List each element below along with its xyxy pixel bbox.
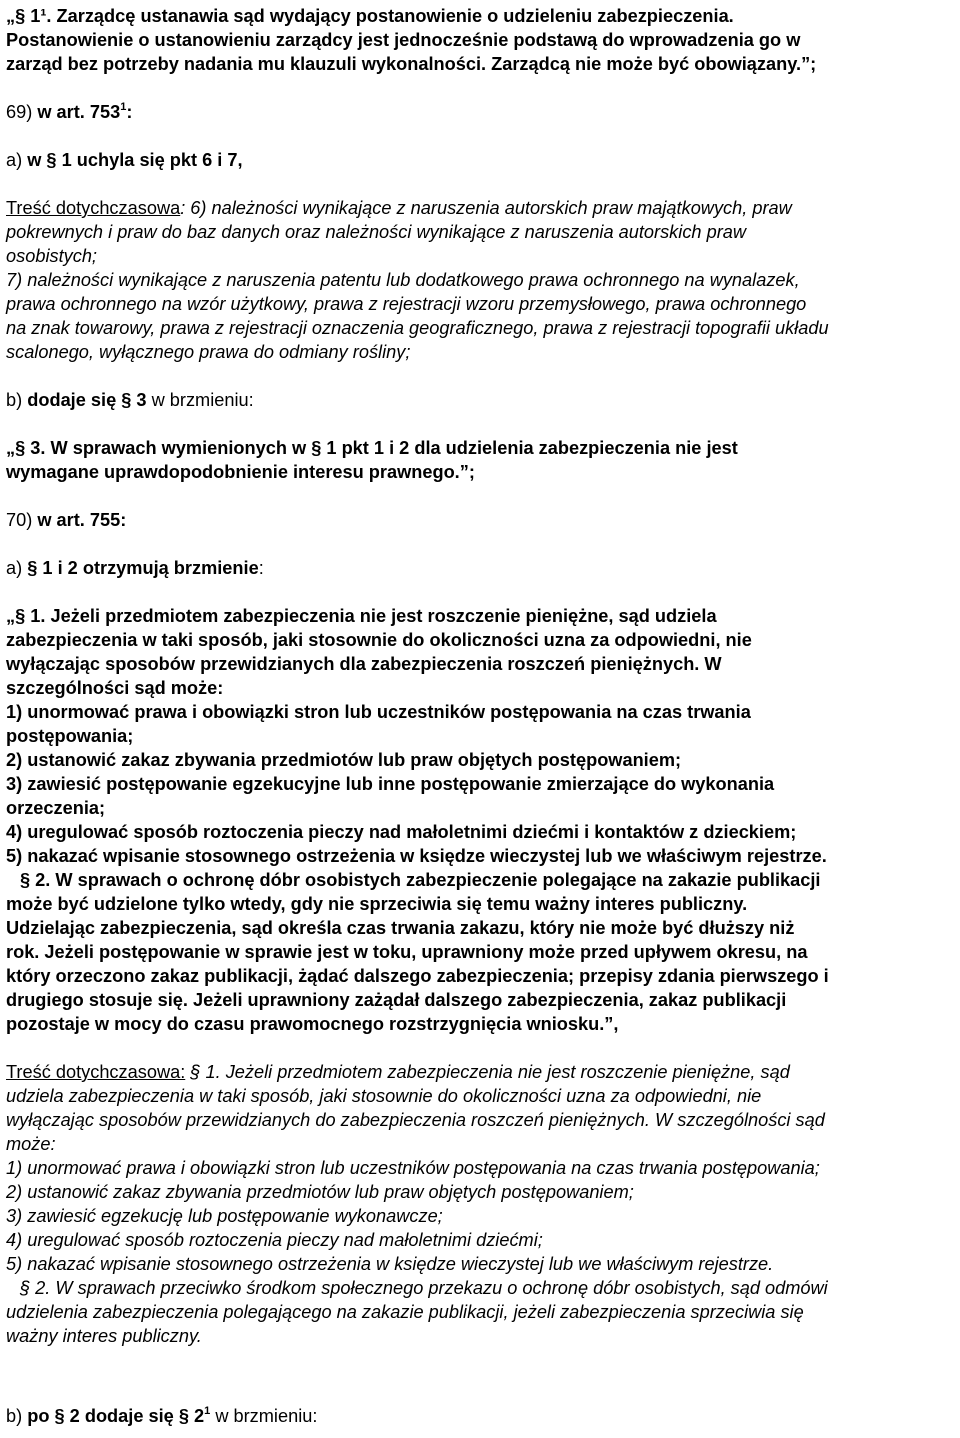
item-heading: po § 2 dodaje się § 2 <box>27 1406 205 1426</box>
previous-text-label: Treść dotychczasowa <box>6 198 181 218</box>
text-line: 5) nakazać wpisanie stosownego ostrzeżenia w księdze wieczystej lub we właściwym rejestrze. <box>6 846 827 866</box>
text-line: Udzielając zabezpieczenia, sąd określa czas trwania zakazu, który nie może być dłuższy niż <box>6 918 795 938</box>
text-line: wyłączając sposobów przewidzianych do zabezpieczenia roszczeń pieniężnych. W szczególności sąd <box>6 1110 825 1130</box>
text-line: 3) zawiesić egzekucję lub postępowanie wykonawcze; <box>6 1206 443 1226</box>
text-line: zarząd bez potrzeby nadania mu klauzuli wykonalności. Zarządcą nie może być obowiązany.”; <box>6 54 817 74</box>
text-line: osobistych; <box>6 246 97 266</box>
previous-text-label: Treść dotychczasowa: <box>6 1062 186 1082</box>
text-line: rok. Jeżeli postępowanie w sprawie jest w toku, uprawniony może przed upływem okresu, na <box>6 942 808 962</box>
superscript: 1 <box>204 1404 211 1417</box>
text-line: 4) uregulować sposób roztoczenia pieczy nad małoletnimi dziećmi; <box>6 1230 543 1250</box>
text-line: § 2. W sprawach o ochronę dóbr osobistych zabezpieczenie polegające na zakazie publikacji <box>20 870 821 890</box>
item-heading: § 1 i 2 otrzymują brzmienie <box>27 558 259 578</box>
text-line: ważny interes publiczny. <box>6 1326 202 1346</box>
paragraph-1-1 <box>6 4 956 76</box>
text-line: 1) unormować prawa i obowiązki stron lub uczestników postępowania na czas trwania <box>6 702 751 722</box>
item-69a <box>6 148 956 172</box>
item-70b <box>6 1404 956 1428</box>
text-line: „§ 1¹. Zarządcę ustanawia sąd wydający postanowienie o udzieleniu zabezpieczenia. <box>6 6 734 26</box>
item-heading: w § 1 uchyla się pkt 6 i 7, <box>27 150 243 170</box>
item-heading: w art. 755: <box>37 510 127 530</box>
text-line: : 6) należności wynikające z naruszenia autorskich praw majątkowych, praw <box>180 198 792 218</box>
item-70a <box>6 556 956 580</box>
text-line: pokrewnych i praw do baz danych oraz należności wynikające z naruszenia autorskich praw <box>6 222 747 242</box>
text-line: który orzeczono zakaz publikacji, żądać dalszego zabezpieczenia; przepisy zdania pierwszego i <box>6 966 829 986</box>
item-heading: dodaje się § 3 <box>27 390 147 410</box>
text-line: może być udzielone tylko wtedy, gdy nie sprzeciwia się temu ważny interes publiczny. <box>6 894 748 914</box>
text-line: udziela zabezpieczenia w taki sposób, jaki stosownie do okoliczności uzna za odpowiedni, nie <box>6 1086 762 1106</box>
text-line: „§ 3. W sprawach wymienionych w § 1 pkt 1 i 2 dla udzielenia zabezpieczenia nie jest <box>6 438 738 458</box>
text-line: wyłączając sposobów przewidzianych dla zabezpieczenia roszczeń pieniężnych. W <box>6 654 722 674</box>
previous-text-2 <box>6 1060 956 1348</box>
text-line: prawa ochronnego na wzór użytkowy, prawa z rejestracji wzoru przemysłowego, prawa ochronnego <box>6 294 807 314</box>
text-line: na znak towarowy, prawa z rejestracji oznaczenia geograficznego, prawa z rejestracji topografii układu <box>6 318 829 338</box>
text-line: 1) unormować prawa i obowiązki stron lub uczestników postępowania na czas trwania postępowania; <box>6 1158 820 1178</box>
paragraph-1-3 <box>6 436 956 484</box>
text-line: udzielenia zabezpieczenia polegającego na zakazie publikacji, jeżeli zabezpieczenia sprzeciwia się <box>6 1302 804 1322</box>
item-prefix: a) <box>6 558 28 578</box>
item-suffix: w brzmieniu: <box>210 1406 318 1426</box>
superscript: 1 <box>120 100 127 113</box>
text-line: 5) nakazać wpisanie stosownego ostrzeżenia w księdze wieczystej lub we właściwym rejestrze. <box>6 1254 774 1274</box>
document-page <box>6 0 956 1428</box>
item-suffix: : <box>258 558 264 578</box>
item-prefix: b) <box>6 1406 28 1426</box>
text-line: może: <box>6 1134 56 1154</box>
item-suffix: w brzmieniu: <box>146 390 254 410</box>
text-line: pozostaje w mocy do czasu prawomocnego rozstrzygnięcia wniosku.”, <box>6 1014 619 1034</box>
text-line: „§ 1. Jeżeli przedmiotem zabezpieczenia nie jest roszczenie pieniężne, sąd udziela <box>6 606 717 626</box>
item-69 <box>6 100 956 124</box>
item-prefix: b) <box>6 390 28 410</box>
item-70 <box>6 508 956 532</box>
text-line: § 1. Jeżeli przedmiotem zabezpieczenia nie jest roszczenie pieniężne, sąd <box>185 1062 790 1082</box>
text-line: 4) uregulować sposób roztoczenia pieczy nad małoletnimi dziećmi i kontaktów z dzieckiem; <box>6 822 797 842</box>
previous-text-1 <box>6 196 956 364</box>
text-line: Postanowienie o ustanowieniu zarządcy jest jednocześnie podstawą do wprowadzenia go w <box>6 30 801 50</box>
text-line: orzeczenia; <box>6 798 106 818</box>
text-line: 7) należności wynikające z naruszenia patentu lub dodatkowego prawa ochronnego na wynalazek, <box>6 270 800 290</box>
text-line: wymagane uprawdopodobnienie interesu prawnego.”; <box>6 462 475 482</box>
text-line: 2) ustanowić zakaz zbywania przedmiotów lub praw objętych postępowaniem; <box>6 1182 634 1202</box>
text-line: scalonego, wyłącznego prawa do odmiany rośliny; <box>6 342 411 362</box>
text-line: szczególności sąd może: <box>6 678 224 698</box>
text-line: 3) zawiesić postępowanie egzekucyjne lub inne postępowanie zmierzające do wykonania <box>6 774 775 794</box>
item-prefix: 69) <box>6 102 38 122</box>
text-line: zabezpieczenia w taki sposób, jaki stosownie do okoliczności uzna za odpowiedni, nie <box>6 630 752 650</box>
text-line: § 2. W sprawach przeciwko środkom społecznego przekazu o ochronę dóbr osobistych, sąd odmówi <box>20 1278 828 1298</box>
item-69b <box>6 388 956 412</box>
item-prefix: a) <box>6 150 28 170</box>
text-line: postępowania; <box>6 726 134 746</box>
text-line: drugiego stosuje się. Jeżeli uprawniony zażądał dalszego zabezpieczenia, zakaz publikacji <box>6 990 787 1010</box>
item-heading: w art. 753 <box>37 102 121 122</box>
paragraph-1-755 <box>6 604 956 1036</box>
item-suffix: : <box>126 102 133 122</box>
item-prefix: 70) <box>6 510 38 530</box>
text-line: 2) ustanowić zakaz zbywania przedmiotów lub praw objętych postępowaniem; <box>6 750 682 770</box>
